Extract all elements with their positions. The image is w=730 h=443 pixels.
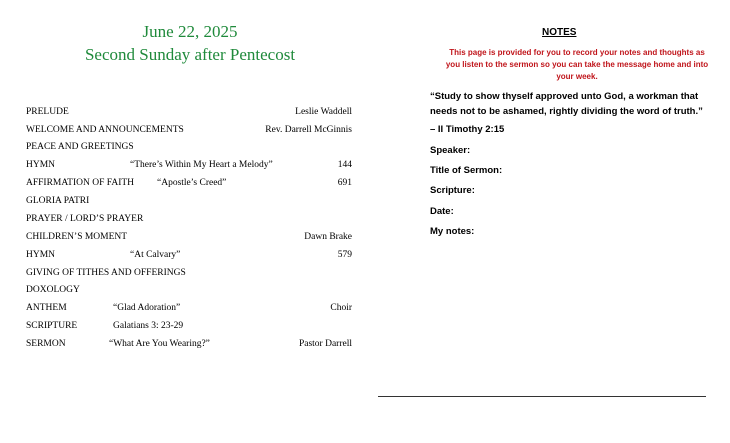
notes-intro: This page is provided for you to record your notes and thoughts as you listen to the sermon so you can take the message home and into your week. — [445, 48, 709, 81]
order-item — [26, 194, 352, 208]
order-item-label: WELCOME AND ANNOUNCEMENTS — [26, 125, 184, 135]
order-item — [26, 301, 352, 315]
sermon-title-field: Title of Sermon: — [430, 165, 503, 176]
notes-title: NOTES — [542, 27, 577, 38]
order-item — [26, 319, 352, 333]
service-occasion: Second Sunday after Pentecost — [84, 45, 296, 64]
order-item-label: PRELUDE — [26, 107, 69, 117]
order-item-label: SCRIPTURE — [26, 321, 78, 331]
order-item-leader: Leslie Waddell — [295, 107, 352, 117]
order-item — [26, 230, 352, 244]
order-item-leader: Choir — [330, 303, 352, 313]
order-item-leader: Dawn Brake — [304, 232, 352, 242]
order-item-label: PRAYER / LORD’S PRAYER — [26, 214, 144, 224]
order-item-detail: “Glad Adoration” — [113, 303, 181, 313]
order-item-label: ANTHEM — [26, 303, 67, 313]
order-item — [26, 123, 352, 137]
order-item — [26, 248, 352, 262]
order-item-label: DOXOLOGY — [26, 285, 80, 295]
order-item-label: GIVING OF TITHES AND OFFERINGS — [26, 268, 186, 278]
order-item — [26, 337, 352, 351]
divider-line — [378, 396, 706, 397]
order-item — [26, 176, 352, 190]
order-item — [26, 212, 352, 226]
order-item-label: PEACE AND GREETINGS — [26, 142, 134, 152]
order-item — [26, 105, 352, 119]
order-item — [26, 266, 352, 280]
order-item-leader: Pastor Darrell — [298, 339, 352, 349]
order-item — [26, 158, 352, 172]
notes-page — [378, 0, 730, 443]
verse-reference: – II Timothy 2:15 — [430, 124, 505, 135]
order-item-detail: “What Are You Wearing?” — [109, 339, 210, 349]
order-item-detail: “Apostle’s Creed” — [157, 178, 227, 188]
order-item-number: 144 — [337, 160, 352, 170]
my-notes-field: My notes: — [430, 226, 475, 237]
order-item-label: HYMN — [26, 250, 56, 260]
order-item-number: 579 — [337, 250, 352, 260]
scripture-verse: “Study to show thyself approved unto God, a workman that needs not to be ashamed, rightly dividing the word of truth.” — [430, 91, 703, 117]
speaker-field: Speaker: — [430, 145, 471, 156]
service-date: June 22, 2025 — [142, 22, 238, 41]
order-item-label: SERMON — [26, 339, 66, 349]
order-item — [26, 140, 352, 154]
order-item-label: HYMN — [26, 160, 56, 170]
order-item-label: CHILDREN’S MOMENT — [26, 232, 128, 242]
scripture-field: Scripture: — [430, 185, 475, 196]
order-item-detail: “At Calvary” — [130, 250, 181, 260]
date-field: Date: — [430, 206, 454, 217]
order-item — [26, 283, 352, 297]
order-item-detail: “There’s Within My Heart a Melody” — [130, 160, 273, 170]
order-item-label: AFFIRMATION OF FAITH — [26, 178, 135, 188]
order-item-number: 691 — [337, 178, 352, 188]
order-item-detail: Galatians 3: 23-29 — [113, 321, 184, 331]
order-item-leader: Rev. Darrell McGinnis — [265, 125, 352, 135]
order-item-label: GLORIA PATRI — [26, 196, 90, 206]
